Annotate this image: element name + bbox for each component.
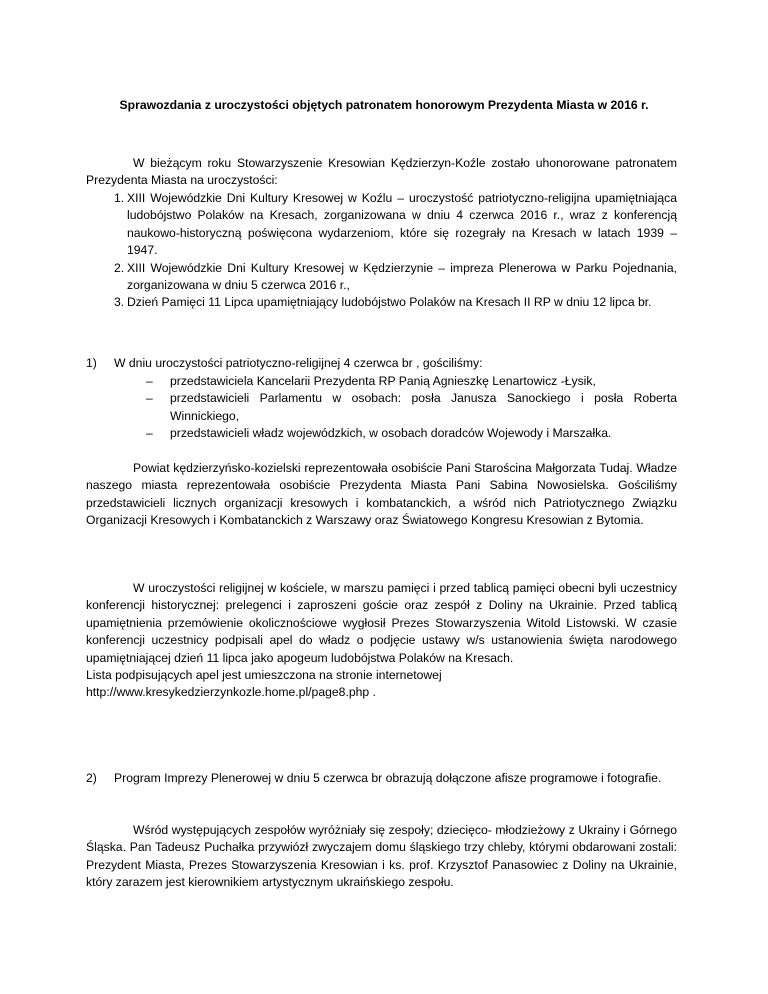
events-list xyxy=(86,190,677,312)
list-item xyxy=(86,260,677,295)
list-item-text: Dzień Pamięci 11 Lipca upamiętniający ludobójstwo Polaków na Kresach II RP w dniu 12 lipca br. xyxy=(127,295,652,310)
list-item-text: XIII Wojewódzkie Dni Kultury Kresowej w Kędzierzynie – impreza Plenerowa w Parku Pojednania, zorganizowana w dniu 5 czerwca 2016 r., xyxy=(127,260,677,293)
section-number: 2) xyxy=(86,771,97,785)
dash-bullet: – xyxy=(146,374,153,388)
list-item-text: przedstawicieli władz wojewódzkich, w osobach doradców Wojewody i Marszałka. xyxy=(170,426,612,441)
section-heading-text: Program Imprezy Plenerowej w dniu 5 czerwca br obrazują dołączone afisze programowe i fotografie. xyxy=(114,771,662,785)
list-item xyxy=(86,390,677,425)
list-item xyxy=(86,373,677,390)
ceremony-block xyxy=(86,580,677,702)
dash-bullet: – xyxy=(146,391,153,406)
list-item xyxy=(86,294,677,311)
section-2 xyxy=(86,770,677,787)
section-heading xyxy=(86,770,677,787)
list-item xyxy=(86,190,677,260)
ensembles-paragraph: Wśród występujących zespołów wyróżniały się zespoły; dziecięco- młodzieżowy z Ukrainy i Górnego Śląska. Pan Tadeusz Puchałka przywiózł zwyczajem domu śląskiego trzy chleby, którymi obdarowani zostali: Prezydent Miasta, Prezes Stowarzyszenia Kresowian i ks. prof. Krzysztof Panasowiec z Doliny na Ukrainie, który zarazem jest kierownikiem artystycznym ukraińskiego zespołu. xyxy=(86,823,677,890)
signatures-url: http://www.kresykedzierzynkozle.home.pl/page8.php . xyxy=(86,685,376,700)
representatives-paragraph: Powiat kędzierzyńsko-kozielski reprezentowała osobiście Pani Starościna Małgorzata Tudaj. Władze naszego miasta reprezentowała osobiście Prezydenta Miasta Pani Sabina Nowosielska. Gościliśmy przedstawicieli licznych organizacji kresowych i kombatanckich, a wśród nich Patriotycznego Związku Organizacji Kresowych i Kombatanckich z Warszawy oraz Światowego Kongresu Kresowian z Bytomia. xyxy=(86,461,677,528)
section-heading-text: W dniu uroczystości patriotyczno-religijnej 4 czerwca br , gościliśmy: xyxy=(114,356,483,370)
list-item-number: 2. xyxy=(114,260,125,275)
intro-paragraph: W bieżącym roku Stowarzyszenie Kresowian Kędzierzyn-Koźle zostało uhonorowane patronatem Prezydenta Miasta na uroczystości: xyxy=(86,156,677,188)
list-item-number: 3. xyxy=(114,295,125,310)
list-item-text: przedstawicieli Parlamentu w osobach: posła Janusza Sanockiego i posła Roberta Winnickiego, xyxy=(170,391,677,423)
signatures-note: Lista podpisujących apel jest umieszczona na stronie internetowej xyxy=(86,668,442,683)
section-heading xyxy=(86,355,677,372)
document-title: Sprawozdania z uroczystości objętych patronatem honorowym Prezydenta Miasta w 2016 r. xyxy=(119,98,649,112)
list-item-number: 1. xyxy=(114,191,125,205)
section-1 xyxy=(86,355,677,372)
dash-bullet: – xyxy=(146,426,153,441)
section-number: 1) xyxy=(86,356,97,370)
ceremony-paragraph: W uroczystości religijnej w kościele, w marszu pamięci i przed tablicą pamięci obecni byli uczestnicy konferencji historycznej: prelegenci i zaproszeni goście oraz zespół z Doliny na Ukrainie. Przed tablicą upamiętnienia przemówienie okolicznościowe wygłosił Prezes Stowarzyszenia Witold Listowski. W czasie konferencji uczestnicy podpisali apel do władz o podjęcie ustawy w/s ustanowienia święta narodowego upamiętniającej dzień 11 lipca jako apogeum ludobójstwa Polaków na Kresach. xyxy=(86,581,677,665)
guests-list xyxy=(86,373,677,443)
list-item-text: przedstawiciela Kancelarii Prezydenta RP Panią Agnieszkę Lenartowicz -Łysik, xyxy=(170,374,596,388)
list-item-text: XIII Wojewódzkie Dni Kultury Kresowej w Koźlu – uroczystość patriotyczno-religijna upamiętniająca ludobójstwo Polaków na Kresach, zorganizowana w dniu 4 czerwca 2016 r., wraz z konferencją naukowo-historyczną poświęcona wydarzeniom, które się rozegrały na Kresach w latach 1939 – 1947. xyxy=(127,191,677,258)
list-item xyxy=(86,425,677,442)
